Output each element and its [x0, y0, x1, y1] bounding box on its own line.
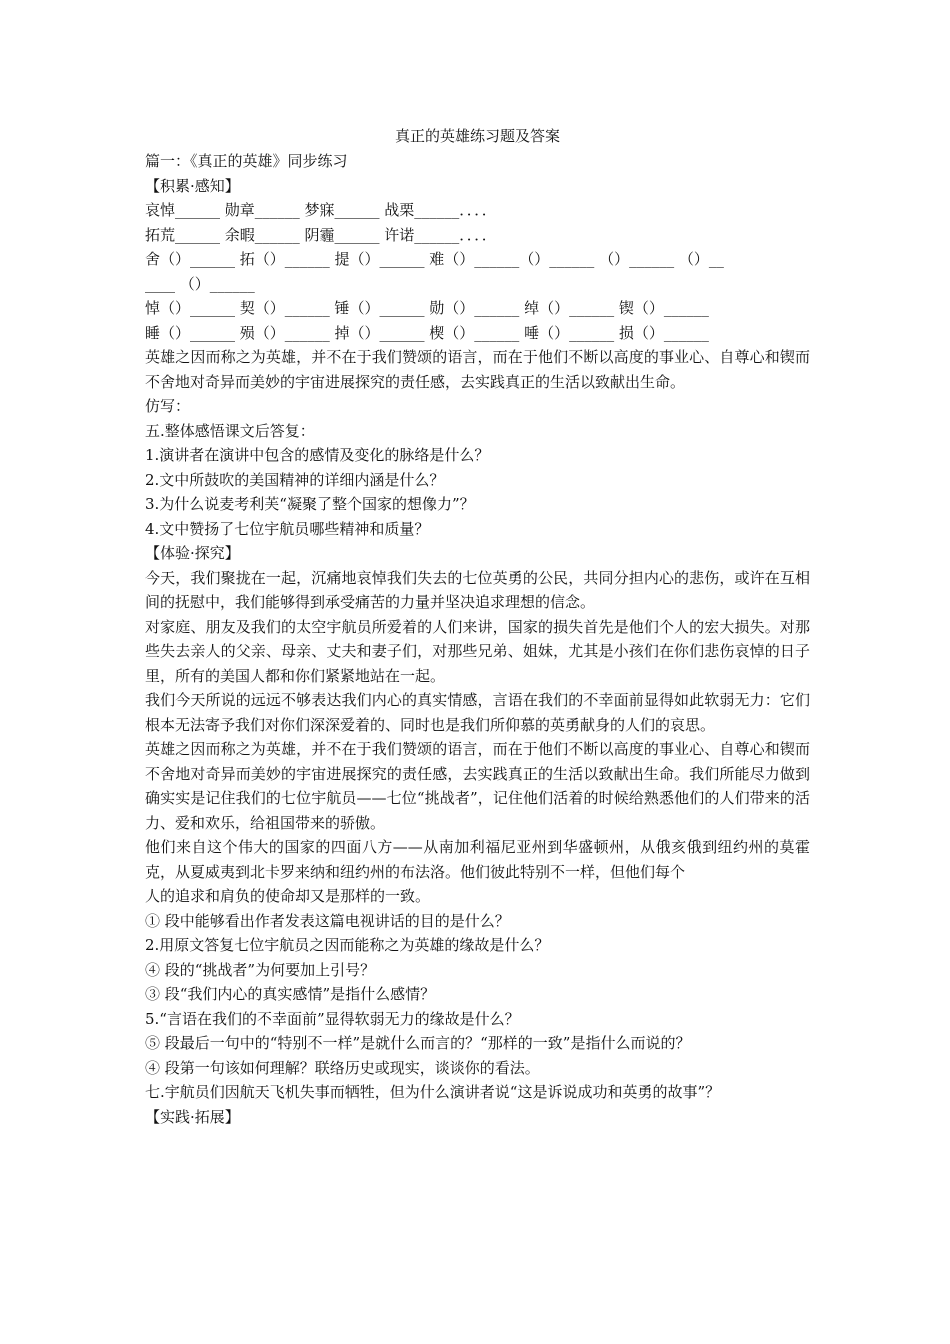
passage-question: ④ 段的“挑战者”为何要加上引号？ [145, 960, 376, 979]
passage-paragraph-4: 英雄之因而称之为英雄，并不在于我们赞颂的语言，而在于他们不断以高度的事业心、自尊心和锲而不舍地对奇异而美妙的宇宙进展探究的责任感，去实践真正的生活以致献出生命。我们所能尽力做到确实实是记住我们的七位宇航员——七位“挑战者”，记住他们活着的时候给熟悉他们的人们带来的活力、爱和欢乐，给祖国带来的骄傲。 [145, 740, 810, 832]
passage-question: ① 段中能够看出作者发表这篇电视讲话的目的是什么？ [145, 911, 510, 930]
heading-accumulation: 【积累·感知】 [145, 176, 240, 195]
question-5-3: 3.为什么说麦考利芙“凝聚了整个国家的想像力”？ [145, 495, 475, 513]
question-5-4: 4.文中赞扬了七位宇航员哪些精神和质量？ [145, 519, 430, 538]
passage-question: 2.用原文答复七位宇航员之因而能称之为英雄的缘故是什么？ [145, 936, 550, 954]
imitation-paragraph: 英雄之因而称之为英雄，并不在于我们赞颂的语言，而在于他们不断以高度的事业心、自尊心和锲而不舍地对奇异而美妙的宇宙进展探究的责任感，去实践真正的生活以致献出生命。 [145, 348, 810, 391]
passage-question: ③ 段“我们内心的真实感情”是指什么感情？ [145, 985, 436, 1003]
question-5-1: 1.演讲者在演讲中包含的感情及变化的脉络是什么？ [145, 446, 490, 464]
vocab-line-1: 哀悼______ 勋章______ 梦寐______ 战栗______．．．． [145, 201, 497, 219]
passage-paragraph-2: 对家庭、朋友及我们的太空宇航员所爱着的人们来讲，国家的损失首先是他们个人的宏大损失。对那些失去亲人的父亲、母亲、丈夫和妻子们，对那些兄弟、姐妹，尤其是小孩们在你们悲伤哀悼的日子里，所有的美国人都和你们紧紧地站在一起。 [145, 617, 810, 685]
passage-question: ⑤ 段最后一句中的“特别不一样”是就什么而言的？“那样的一致”是指什么而说的？ [145, 1034, 691, 1052]
polyphone-line-1: 舍（）______ 拓（）______ 提（）______ 难（）______（）______ （）______ （）__ [145, 250, 724, 268]
passage-question: 5.“言语在我们的不幸面前”显得软弱无力的缘故是什么？ [145, 1009, 520, 1028]
character-form-line-2: 睡（）______ 殒（）______ 掉（）______ 楔（）______ 唾（）______ 损（）______ [145, 323, 709, 342]
section-heading: 篇一：《真正的英雄》同步练习 [145, 152, 348, 170]
passage-paragraph-3: 我们今天所说的远远不够表达我们内心的真实情感，言语在我们的不幸面前显得如此软弱无力：它们根本无法寄予我们对你们深深爱着的、同时也是我们所仰慕的英勇献身的人们的哀思。 [145, 691, 810, 734]
document-title: 真正的英雄练习题及答案 [394, 127, 560, 145]
passage-paragraph-1: 今天，我们聚拢在一起，沉痛地哀悼我们失去的七位英勇的公民，共同分担内心的悲伤，或许在互相间的抚慰中，我们能够得到承受痛苦的力量并坚决追求理想的信念。 [145, 568, 810, 611]
document-page [145, 124, 810, 1129]
heading-experience: 【体验·探究】 [145, 544, 240, 562]
question-5-2: 2.文中所鼓吹的美国精神的详细内涵是什么？ [145, 470, 445, 489]
vocab-line-2: 拓荒______ 余暇______ 阴霾______ 许诺______．．．． [145, 225, 497, 244]
passage-question: 七.宇航员们因航天飞机失事而牺牲，但为什么演讲者说“这是诉说成功和英勇的故事”？ [145, 1083, 721, 1101]
character-form-line-1: 悼（）______ 契（）______ 锤（）______ 勋（）______ 绰（）______ 锲（）______ [145, 299, 709, 317]
question-heading-5: 五.整体感悟课文后答复： [145, 421, 315, 440]
polyphone-line-2: ____ （）______ [145, 274, 255, 293]
heading-practice: 【实践·拓展】 [145, 1107, 240, 1126]
passage-paragraph-5: 他们来自这个伟大的国家的四面八方——从南加利福尼亚州到华盛顿州，从俄亥俄到纽约州的莫霍克，从夏威夷到北卡罗来纳和纽约州的布法洛。他们彼此特别不一样，但他们每个 [145, 838, 810, 881]
passage-question: ④ 段第一句该如何理解？联络历史或现实，谈谈你的看法。 [145, 1058, 540, 1077]
imitation-label: 仿写： [145, 397, 191, 415]
passage-paragraph-5-continued: 人的追求和肩负的使命却又是那样的一致。 [145, 887, 431, 905]
